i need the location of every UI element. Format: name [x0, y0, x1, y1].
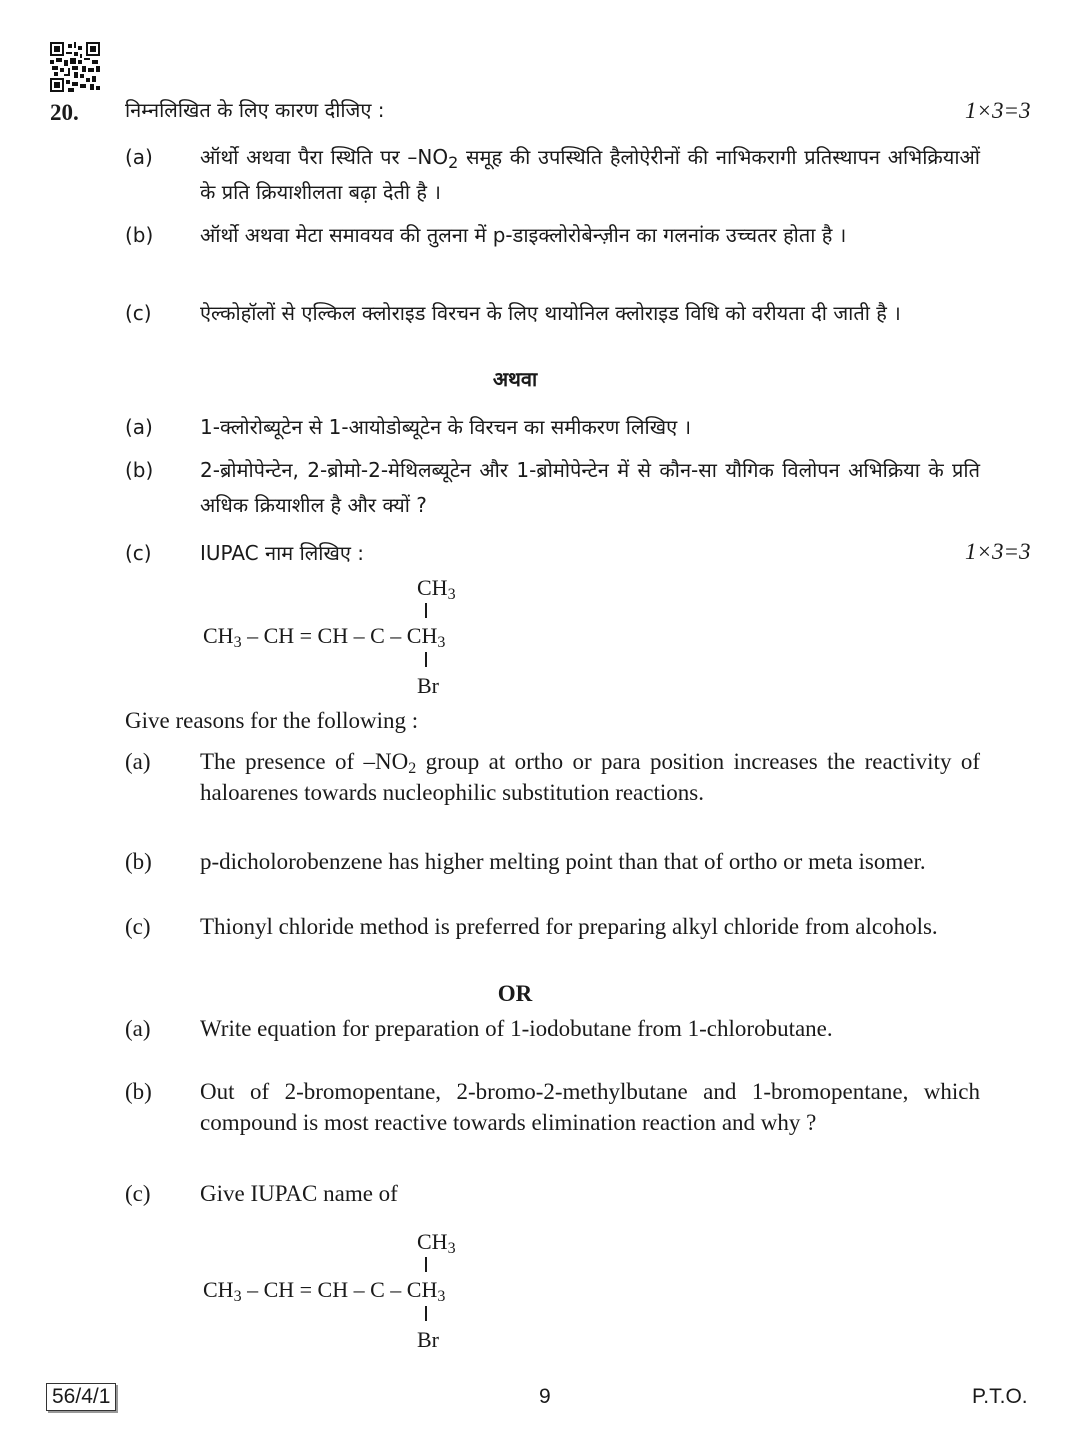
hindi-c-text: ऐल्कोहॉलों से एल्किल क्लोराइड विरचन के लिए थायोनिल क्लोराइड विधि को वरीयता दी जाती है ।	[200, 301, 901, 325]
marks-label-2: 1×3=3	[965, 539, 1031, 564]
structure-2-bond-bottom	[425, 1306, 427, 1321]
english-or-c-label: (c)	[125, 1181, 151, 1206]
english-b-label: (b)	[125, 849, 152, 874]
qr-code	[50, 42, 100, 92]
structure-1-bond-bottom	[425, 652, 427, 667]
english-b-text: p-dicholorobenzene has higher melting point than that of ortho or meta isomer.	[200, 849, 926, 874]
hindi-a-text: ऑर्थो अथवा पैरा स्थिति पर $-NO_2$ समूह की उपस्थिति हैलोऐरीनों की नाभिकरागी प्रतिस्थापन अभिक्रियाओं के प्रति क्रियाशीलता बढ़ा देती है ।	[200, 145, 981, 204]
pto-label: P.T.O.	[972, 1385, 1028, 1408]
english-a-label: (a)	[125, 749, 151, 774]
hindi-b-label: (b)	[125, 223, 154, 247]
structure-1-main: $CH_3$ – CH = CH – C – $CH_3$	[203, 623, 446, 651]
hindi-heading: निम्नलिखित के लिए कारण दीजिए :	[125, 98, 385, 122]
hindi-or-label: अथवा	[492, 367, 538, 391]
english-c-text: Thionyl chloride method is preferred for preparing alkyl chloride from alcohols.	[200, 914, 938, 939]
english-or-label: OR	[497, 981, 533, 1006]
question-number: 20.	[50, 100, 79, 125]
structure-1-bottom: Br	[417, 673, 439, 698]
hindi-b-text: ऑर्थो अथवा मेटा समावयव की तुलना में p-डाइक्लोरोबेन्ज़ीन का गलनांक उच्चतर होता है ।	[200, 223, 847, 247]
english-or-a-text: Write equation for preparation of 1-iodobutane from 1-chlorobutane.	[200, 1016, 833, 1041]
page-number: 9	[539, 1385, 551, 1408]
hindi-or-b-text: 2-ब्रोमोपेन्टेन, 2-ब्रोमो-2-मेथिलब्यूटेन और 1-ब्रोमोपेन्टेन में से कौन-सा यौगिक विलोपन अभिक्रिया के प्रति अधिक क्रियाशील है और क्यों ?	[200, 458, 980, 517]
english-or-b-text: Out of 2-bromopentane, 2-bromo-2-methylbutane and 1-bromopentane, which compound is most reactive towards elimination reaction and why ?	[200, 1079, 980, 1135]
structure-2-bottom: Br	[417, 1327, 439, 1352]
structure-1-top: $CH_3$	[417, 575, 456, 603]
hindi-or-a-label: (a)	[125, 415, 153, 439]
hindi-or-a-text: 1-क्लोरोब्यूटेन से 1-आयोडोब्यूटेन के विरचन का समीकरण लिखिए ।	[200, 415, 692, 439]
english-or-c-text: Give IUPAC name of	[200, 1181, 398, 1206]
hindi-a-label: (a)	[125, 145, 153, 169]
english-a-text: The presence of $-NO_2$ group at ortho or para position increases the reactivity of haloarenes towards nucleophilic substitution reactions.	[200, 749, 980, 805]
english-heading: Give reasons for the following :	[125, 708, 419, 733]
structure-2-bond-top	[425, 1257, 427, 1272]
structure-1-bond-top	[425, 603, 427, 618]
hindi-c-label: (c)	[125, 301, 152, 325]
english-or-a-label: (a)	[125, 1016, 151, 1041]
structure-2-top: $CH_3$	[417, 1229, 456, 1257]
hindi-or-c-text: IUPAC नाम लिखिए :	[200, 541, 365, 565]
english-c-label: (c)	[125, 914, 151, 939]
marks-label: 1×3=3	[965, 98, 1031, 123]
english-or-b-label: (b)	[125, 1079, 152, 1104]
structure-2-main: $CH_3$ – CH = CH – C – $CH_3$	[203, 1277, 446, 1305]
paper-code: 56/4/1	[46, 1383, 116, 1411]
hindi-or-c-label: (c)	[125, 541, 152, 565]
hindi-or-b-label: (b)	[125, 458, 154, 482]
